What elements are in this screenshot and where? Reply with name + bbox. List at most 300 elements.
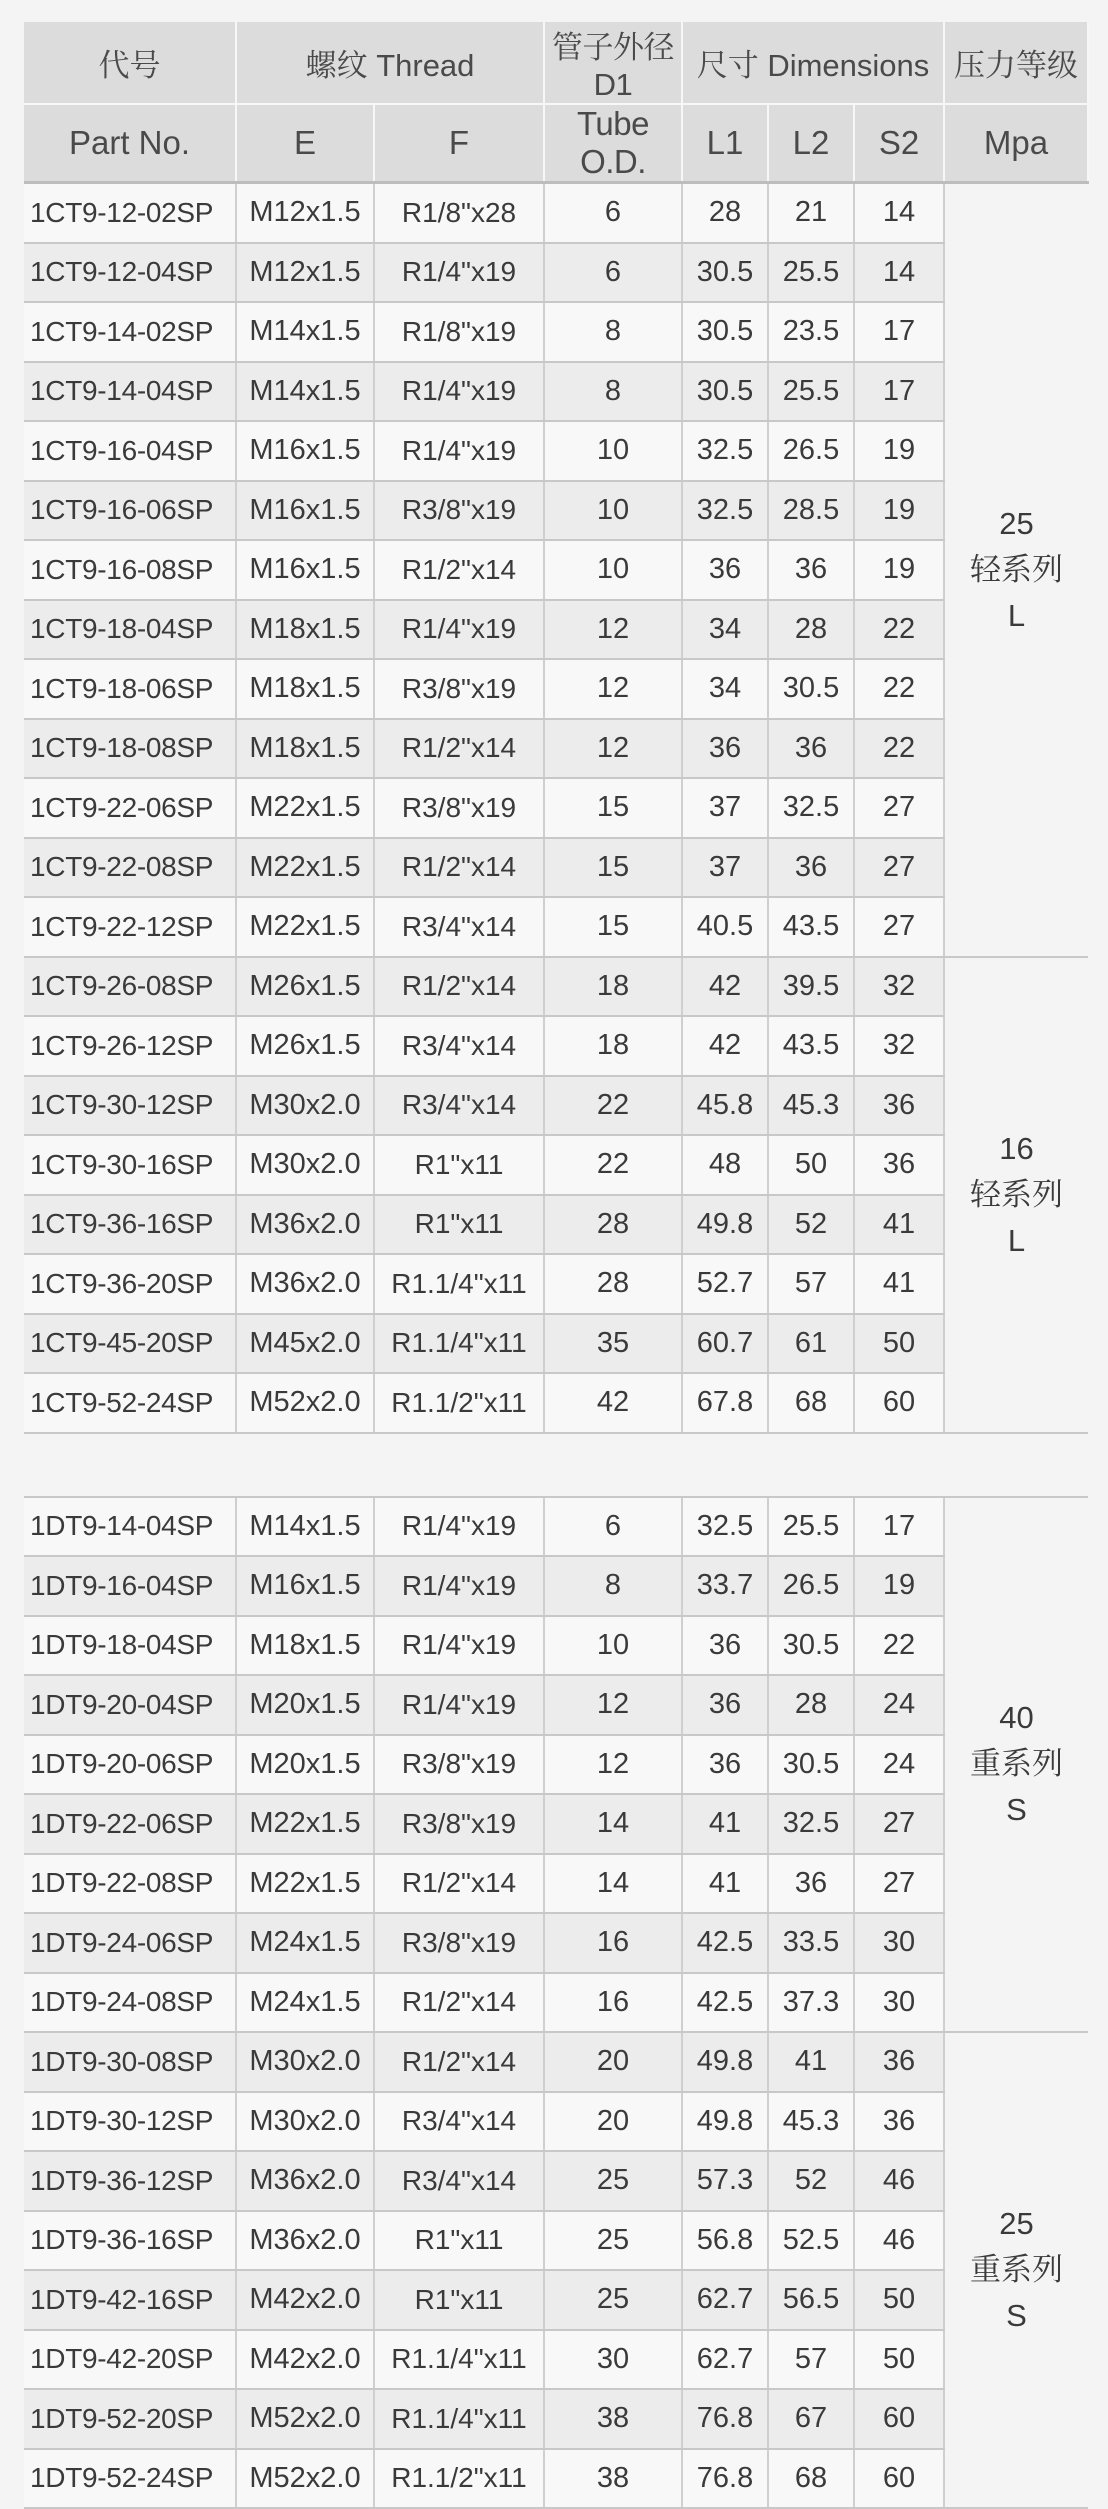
tube-od-cell: 12 bbox=[544, 1675, 682, 1735]
part-no-cell: 1DT9-14-04SP bbox=[24, 1497, 236, 1557]
spacer-cell bbox=[374, 1433, 544, 1497]
tube-od-cell: 28 bbox=[544, 1195, 682, 1255]
l2-cell: 37.3 bbox=[768, 1973, 854, 2033]
tube-od-cell: 25 bbox=[544, 2270, 682, 2330]
table-row bbox=[24, 2270, 1088, 2330]
table-row bbox=[24, 2151, 1088, 2211]
table-row bbox=[24, 2449, 1088, 2509]
thread-f-cell: R1/4"x19 bbox=[374, 1616, 544, 1676]
l1-cell: 36 bbox=[682, 540, 768, 600]
pressure-grade-line: 重系列 bbox=[970, 2252, 1063, 2287]
pressure-grade-line: 轻系列 bbox=[970, 1176, 1063, 1212]
thread-e-cell: M18x1.5 bbox=[236, 1616, 374, 1676]
table-row bbox=[24, 2032, 1088, 2092]
l1-cell: 57.3 bbox=[682, 2151, 768, 2211]
thread-e-cell: M22x1.5 bbox=[236, 778, 374, 838]
l2-cell: 45.3 bbox=[768, 1076, 854, 1136]
s2-cell: 19 bbox=[854, 1556, 944, 1616]
l2-cell: 36 bbox=[768, 540, 854, 600]
part-no-cell: 1CT9-36-20SP bbox=[24, 1254, 236, 1314]
thread-e-cell: M12x1.5 bbox=[236, 243, 374, 303]
thread-e-cell: M30x2.0 bbox=[236, 1076, 374, 1136]
s2-cell: 60 bbox=[854, 2389, 944, 2449]
tube-od-cell: 12 bbox=[544, 600, 682, 660]
pressure-grade-line: 25 bbox=[999, 505, 1034, 541]
l1-cell: 60.7 bbox=[682, 1314, 768, 1374]
s2-cell: 60 bbox=[854, 2449, 944, 2509]
pressure-grade-line: 重系列 bbox=[970, 1746, 1063, 1782]
l2-cell: 32.5 bbox=[768, 778, 854, 838]
l1-cell: 67.8 bbox=[682, 1373, 768, 1433]
part-no-heading-cn: 代号 bbox=[24, 22, 236, 104]
l2-cell: 68 bbox=[768, 2449, 854, 2509]
pressure-grade-line: 25 bbox=[999, 2206, 1034, 2241]
s2-cell: 17 bbox=[854, 302, 944, 362]
s2-heading: S2 bbox=[854, 104, 944, 183]
l1-cell: 32.5 bbox=[682, 1497, 768, 1557]
s2-cell: 22 bbox=[854, 600, 944, 660]
l2-cell: 52 bbox=[768, 1195, 854, 1255]
thread-f-cell: R3/4"x14 bbox=[374, 2151, 544, 2211]
l1-cell: 49.8 bbox=[682, 2032, 768, 2092]
l1-cell: 62.7 bbox=[682, 2330, 768, 2390]
s2-cell: 17 bbox=[854, 362, 944, 422]
s2-cell: 27 bbox=[854, 1794, 944, 1854]
fitting-dimension-table bbox=[24, 22, 1089, 2509]
thread-e-cell: M30x2.0 bbox=[236, 1135, 374, 1195]
table-row bbox=[24, 1675, 1088, 1735]
thread-f-cell: R1/4"x19 bbox=[374, 1675, 544, 1735]
l2-cell: 25.5 bbox=[768, 1497, 854, 1557]
l2-cell: 57 bbox=[768, 1254, 854, 1314]
l2-cell: 23.5 bbox=[768, 302, 854, 362]
l1-cell: 41 bbox=[682, 1794, 768, 1854]
table-row bbox=[24, 1913, 1088, 1973]
table-body bbox=[24, 183, 1088, 2509]
thread-f-cell: R1/4"x19 bbox=[374, 600, 544, 660]
table-row bbox=[24, 1314, 1088, 1374]
l1-cell: 28 bbox=[682, 183, 768, 243]
s2-cell: 41 bbox=[854, 1195, 944, 1255]
l2-cell: 36 bbox=[768, 838, 854, 898]
part-no-cell: 1CT9-18-06SP bbox=[24, 659, 236, 719]
thread-e-heading: E bbox=[236, 104, 374, 183]
l2-cell: 30.5 bbox=[768, 1735, 854, 1795]
thread-e-cell: M16x1.5 bbox=[236, 1556, 374, 1616]
tube-od-cell: 10 bbox=[544, 1616, 682, 1676]
thread-e-cell: M45x2.0 bbox=[236, 1314, 374, 1374]
table-row bbox=[24, 540, 1088, 600]
table-row bbox=[24, 1973, 1088, 2033]
l1-cell: 33.7 bbox=[682, 1556, 768, 1616]
thread-f-cell: R1.1/2"x11 bbox=[374, 2449, 544, 2509]
part-no-cell: 1CT9-45-20SP bbox=[24, 1314, 236, 1374]
tube-od-cell: 38 bbox=[544, 2389, 682, 2449]
thread-f-cell: R1/2"x14 bbox=[374, 1854, 544, 1914]
thread-f-cell: R1.1/4"x11 bbox=[374, 2389, 544, 2449]
l2-cell: 57 bbox=[768, 2330, 854, 2390]
part-no-cell: 1DT9-16-04SP bbox=[24, 1556, 236, 1616]
l1-cell: 52.7 bbox=[682, 1254, 768, 1314]
s2-cell: 30 bbox=[854, 1913, 944, 1973]
thread-e-cell: M20x1.5 bbox=[236, 1675, 374, 1735]
l1-cell: 36 bbox=[682, 1735, 768, 1795]
pressure-unit-heading: Mpa bbox=[944, 104, 1088, 183]
part-no-cell: 1DT9-20-06SP bbox=[24, 1735, 236, 1795]
s2-cell: 46 bbox=[854, 2211, 944, 2271]
part-no-cell: 1CT9-26-08SP bbox=[24, 957, 236, 1017]
l2-cell: 45.3 bbox=[768, 2092, 854, 2152]
spacer-cell bbox=[854, 1433, 944, 1497]
l2-cell: 28 bbox=[768, 1675, 854, 1735]
l2-cell: 56.5 bbox=[768, 2270, 854, 2330]
l2-cell: 28 bbox=[768, 600, 854, 660]
s2-cell: 19 bbox=[854, 540, 944, 600]
l2-cell: 21 bbox=[768, 183, 854, 243]
tube-od-cell: 16 bbox=[544, 1913, 682, 1973]
l2-cell: 52.5 bbox=[768, 2211, 854, 2271]
pressure-grade-line: 16 bbox=[999, 1130, 1034, 1166]
table-row bbox=[24, 897, 1088, 957]
l2-cell: 33.5 bbox=[768, 1913, 854, 1973]
thread-e-cell: M16x1.5 bbox=[236, 421, 374, 481]
table-row bbox=[24, 957, 1088, 1017]
thread-f-cell: R1/2"x14 bbox=[374, 719, 544, 779]
l2-cell: 36 bbox=[768, 1854, 854, 1914]
table-row bbox=[24, 1854, 1088, 1914]
tube-od-cell: 22 bbox=[544, 1076, 682, 1136]
thread-e-cell: M36x2.0 bbox=[236, 2151, 374, 2211]
l1-cell: 37 bbox=[682, 838, 768, 898]
s2-cell: 24 bbox=[854, 1735, 944, 1795]
tube-od-cell: 14 bbox=[544, 1794, 682, 1854]
thread-f-cell: R3/8"x19 bbox=[374, 1794, 544, 1854]
pressure-grade-line: L bbox=[1007, 597, 1026, 633]
thread-e-cell: M20x1.5 bbox=[236, 1735, 374, 1795]
l2-cell: 25.5 bbox=[768, 362, 854, 422]
thread-e-cell: M26x1.5 bbox=[236, 957, 374, 1017]
part-no-cell: 1CT9-12-02SP bbox=[24, 183, 236, 243]
thread-e-cell: M22x1.5 bbox=[236, 897, 374, 957]
table-row bbox=[24, 1135, 1088, 1195]
thread-f-cell: R1/4"x19 bbox=[374, 1556, 544, 1616]
table-row bbox=[24, 719, 1088, 779]
thread-f-cell: R3/4"x14 bbox=[374, 1076, 544, 1136]
l2-cell: 61 bbox=[768, 1314, 854, 1374]
l1-cell: 30.5 bbox=[682, 243, 768, 303]
pressure-grade-cell bbox=[944, 957, 1088, 1433]
table-row bbox=[24, 183, 1088, 243]
s2-cell: 14 bbox=[854, 243, 944, 303]
l1-cell: 42 bbox=[682, 1016, 768, 1076]
l2-cell: 50 bbox=[768, 1135, 854, 1195]
part-no-cell: 1DT9-22-08SP bbox=[24, 1854, 236, 1914]
l2-heading: L2 bbox=[768, 104, 854, 183]
thread-f-cell: R3/8"x19 bbox=[374, 778, 544, 838]
table-row bbox=[24, 302, 1088, 362]
l1-cell: 41 bbox=[682, 1854, 768, 1914]
l2-cell: 26.5 bbox=[768, 1556, 854, 1616]
table-row bbox=[24, 243, 1088, 303]
part-no-cell: 1CT9-16-06SP bbox=[24, 481, 236, 541]
pressure-grade-line: S bbox=[1006, 2298, 1027, 2333]
table-row bbox=[24, 1735, 1088, 1795]
thread-f-cell: R3/4"x14 bbox=[374, 2092, 544, 2152]
part-no-cell: 1DT9-30-08SP bbox=[24, 2032, 236, 2092]
part-no-cell: 1DT9-20-04SP bbox=[24, 1675, 236, 1735]
tube-od-cell: 20 bbox=[544, 2092, 682, 2152]
s2-cell: 22 bbox=[854, 659, 944, 719]
tube-od-cell: 18 bbox=[544, 957, 682, 1017]
s2-cell: 27 bbox=[854, 778, 944, 838]
l2-cell: 36 bbox=[768, 719, 854, 779]
thread-f-cell: R1/2"x14 bbox=[374, 838, 544, 898]
l1-cell: 30.5 bbox=[682, 302, 768, 362]
l1-cell: 49.8 bbox=[682, 2092, 768, 2152]
tube-od-heading-en: Tube O.D. bbox=[544, 104, 682, 183]
part-no-cell: 1CT9-30-16SP bbox=[24, 1135, 236, 1195]
thread-f-cell: R1/4"x19 bbox=[374, 421, 544, 481]
l1-cell: 32.5 bbox=[682, 421, 768, 481]
tube-od-cell: 8 bbox=[544, 302, 682, 362]
l2-cell: 26.5 bbox=[768, 421, 854, 481]
thread-e-cell: M36x2.0 bbox=[236, 2211, 374, 2271]
tube-od-cell: 15 bbox=[544, 897, 682, 957]
s2-cell: 27 bbox=[854, 838, 944, 898]
l1-cell: 45.8 bbox=[682, 1076, 768, 1136]
l2-cell: 43.5 bbox=[768, 897, 854, 957]
part-no-cell: 1CT9-18-04SP bbox=[24, 600, 236, 660]
thread-f-cell: R3/4"x14 bbox=[374, 1016, 544, 1076]
tube-od-cell: 15 bbox=[544, 778, 682, 838]
part-no-cell: 1DT9-36-12SP bbox=[24, 2151, 236, 2211]
thread-f-cell: R1/8"x19 bbox=[374, 302, 544, 362]
s2-cell: 17 bbox=[854, 1497, 944, 1557]
thread-f-cell: R1/4"x19 bbox=[374, 243, 544, 303]
l1-cell: 37 bbox=[682, 778, 768, 838]
part-no-cell: 1CT9-30-12SP bbox=[24, 1076, 236, 1136]
table-row bbox=[24, 1016, 1088, 1076]
thread-e-cell: M30x2.0 bbox=[236, 2032, 374, 2092]
table-row bbox=[24, 2211, 1088, 2271]
part-no-cell: 1DT9-36-16SP bbox=[24, 2211, 236, 2271]
part-no-cell: 1CT9-12-04SP bbox=[24, 243, 236, 303]
part-no-cell: 1CT9-18-08SP bbox=[24, 719, 236, 779]
thread-f-cell: R1/8"x28 bbox=[374, 183, 544, 243]
s2-cell: 36 bbox=[854, 1076, 944, 1136]
tube-od-heading-cn: 管子外径 D1 bbox=[544, 22, 682, 104]
thread-e-cell: M52x2.0 bbox=[236, 2449, 374, 2509]
tube-od-cell: 10 bbox=[544, 421, 682, 481]
thread-e-cell: M36x2.0 bbox=[236, 1195, 374, 1255]
l1-cell: 42.5 bbox=[682, 1973, 768, 2033]
thread-heading: 螺纹 Thread bbox=[236, 22, 544, 104]
part-no-cell: 1DT9-52-24SP bbox=[24, 2449, 236, 2509]
part-no-cell: 1CT9-36-16SP bbox=[24, 1195, 236, 1255]
thread-e-cell: M16x1.5 bbox=[236, 481, 374, 541]
l1-cell: 76.8 bbox=[682, 2389, 768, 2449]
tube-od-cell: 12 bbox=[544, 719, 682, 779]
thread-f-cell: R1"x11 bbox=[374, 2211, 544, 2271]
l1-cell: 34 bbox=[682, 600, 768, 660]
l1-cell: 49.8 bbox=[682, 1195, 768, 1255]
thread-f-cell: R1.1/2"x11 bbox=[374, 1373, 544, 1433]
l1-cell: 36 bbox=[682, 1616, 768, 1676]
s2-cell: 36 bbox=[854, 2032, 944, 2092]
part-no-cell: 1DT9-52-20SP bbox=[24, 2389, 236, 2449]
thread-f-cell: R1/4"x19 bbox=[374, 362, 544, 422]
table-row bbox=[24, 481, 1088, 541]
l2-cell: 32.5 bbox=[768, 1794, 854, 1854]
table-row bbox=[24, 1373, 1088, 1433]
thread-f-cell: R1/4"x19 bbox=[374, 1497, 544, 1557]
l2-cell: 28.5 bbox=[768, 481, 854, 541]
pressure-grade-line: S bbox=[1006, 1792, 1027, 1828]
pressure-grade-cell bbox=[944, 1497, 1088, 2033]
thread-f-cell: R3/8"x19 bbox=[374, 659, 544, 719]
s2-cell: 22 bbox=[854, 1616, 944, 1676]
part-no-cell: 1DT9-42-20SP bbox=[24, 2330, 236, 2390]
table-row bbox=[24, 421, 1088, 481]
pressure-grade-line: 轻系列 bbox=[970, 551, 1063, 587]
l1-cell: 32.5 bbox=[682, 481, 768, 541]
thread-f-cell: R1/2"x14 bbox=[374, 1973, 544, 2033]
thread-f-cell: R1.1/4"x11 bbox=[374, 1314, 544, 1374]
tube-od-cell: 10 bbox=[544, 540, 682, 600]
pressure-grade-cell bbox=[944, 2032, 1088, 2508]
part-no-cell: 1DT9-18-04SP bbox=[24, 1616, 236, 1676]
thread-e-cell: M42x2.0 bbox=[236, 2270, 374, 2330]
thread-e-cell: M14x1.5 bbox=[236, 1497, 374, 1557]
s2-cell: 32 bbox=[854, 957, 944, 1017]
l1-cell: 56.8 bbox=[682, 2211, 768, 2271]
tube-od-cell: 42 bbox=[544, 1373, 682, 1433]
l2-cell: 30.5 bbox=[768, 659, 854, 719]
s2-cell: 36 bbox=[854, 1135, 944, 1195]
part-no-cell: 1CT9-22-06SP bbox=[24, 778, 236, 838]
tube-od-cell: 8 bbox=[544, 362, 682, 422]
thread-e-cell: M52x2.0 bbox=[236, 2389, 374, 2449]
table-row bbox=[24, 600, 1088, 660]
thread-f-cell: R1/2"x14 bbox=[374, 540, 544, 600]
tube-od-cell: 25 bbox=[544, 2211, 682, 2271]
s2-cell: 32 bbox=[854, 1016, 944, 1076]
thread-e-cell: M18x1.5 bbox=[236, 659, 374, 719]
part-no-cell: 1CT9-14-04SP bbox=[24, 362, 236, 422]
pressure-grade-cell bbox=[944, 183, 1088, 957]
tube-od-cell: 25 bbox=[544, 2151, 682, 2211]
thread-f-cell: R3/8"x19 bbox=[374, 1913, 544, 1973]
thread-e-cell: M30x2.0 bbox=[236, 2092, 374, 2152]
tube-od-cell: 12 bbox=[544, 659, 682, 719]
table-row bbox=[24, 1254, 1088, 1314]
l2-cell: 43.5 bbox=[768, 1016, 854, 1076]
thread-f-cell: R1/2"x14 bbox=[374, 957, 544, 1017]
thread-f-cell: R1"x11 bbox=[374, 2270, 544, 2330]
spacer-cell bbox=[944, 1433, 1088, 1497]
part-no-cell: 1CT9-16-04SP bbox=[24, 421, 236, 481]
table-row bbox=[24, 2330, 1088, 2390]
thread-e-cell: M52x2.0 bbox=[236, 1373, 374, 1433]
tube-od-cell: 28 bbox=[544, 1254, 682, 1314]
table-row bbox=[24, 1195, 1088, 1255]
thread-e-cell: M22x1.5 bbox=[236, 1854, 374, 1914]
s2-cell: 27 bbox=[854, 1854, 944, 1914]
thread-e-cell: M24x1.5 bbox=[236, 1913, 374, 1973]
tube-od-cell: 6 bbox=[544, 183, 682, 243]
s2-cell: 22 bbox=[854, 719, 944, 779]
l2-cell: 67 bbox=[768, 2389, 854, 2449]
dimensions-heading: 尺寸 Dimensions bbox=[682, 22, 944, 104]
spacer-cell bbox=[544, 1433, 682, 1497]
thread-f-cell: R3/8"x19 bbox=[374, 1735, 544, 1795]
tube-od-cell: 12 bbox=[544, 1735, 682, 1795]
thread-e-cell: M22x1.5 bbox=[236, 1794, 374, 1854]
spacer-cell bbox=[24, 1433, 236, 1497]
table-row bbox=[24, 2389, 1088, 2449]
spacer-cell bbox=[768, 1433, 854, 1497]
l1-cell: 34 bbox=[682, 659, 768, 719]
thread-e-cell: M18x1.5 bbox=[236, 600, 374, 660]
s2-cell: 41 bbox=[854, 1254, 944, 1314]
table-row bbox=[24, 1497, 1088, 1557]
thread-e-cell: M16x1.5 bbox=[236, 540, 374, 600]
l2-cell: 39.5 bbox=[768, 957, 854, 1017]
table-row bbox=[24, 838, 1088, 898]
s2-cell: 24 bbox=[854, 1675, 944, 1735]
tube-od-cell: 8 bbox=[544, 1556, 682, 1616]
l2-cell: 25.5 bbox=[768, 243, 854, 303]
l1-cell: 48 bbox=[682, 1135, 768, 1195]
thread-e-cell: M18x1.5 bbox=[236, 719, 374, 779]
l1-cell: 42 bbox=[682, 957, 768, 1017]
s2-cell: 27 bbox=[854, 897, 944, 957]
thread-f-cell: R1"x11 bbox=[374, 1195, 544, 1255]
s2-cell: 19 bbox=[854, 421, 944, 481]
thread-f-heading: F bbox=[374, 104, 544, 183]
part-no-cell: 1DT9-24-06SP bbox=[24, 1913, 236, 1973]
pressure-grade-line: L bbox=[1007, 1222, 1026, 1258]
l1-cell: 42.5 bbox=[682, 1913, 768, 1973]
tube-od-cell: 35 bbox=[544, 1314, 682, 1374]
part-no-cell: 1CT9-14-02SP bbox=[24, 302, 236, 362]
thread-e-cell: M12x1.5 bbox=[236, 183, 374, 243]
s2-cell: 50 bbox=[854, 1314, 944, 1374]
tube-od-cell: 6 bbox=[544, 243, 682, 303]
spec-sheet bbox=[24, 22, 1088, 2509]
table-row bbox=[24, 659, 1088, 719]
thread-f-cell: R1.1/4"x11 bbox=[374, 2330, 544, 2390]
thread-f-cell: R1.1/4"x11 bbox=[374, 1254, 544, 1314]
table-row bbox=[24, 1076, 1088, 1136]
spacer-cell bbox=[682, 1433, 768, 1497]
part-no-cell: 1CT9-52-24SP bbox=[24, 1373, 236, 1433]
thread-f-cell: R3/4"x14 bbox=[374, 897, 544, 957]
spacer-cell bbox=[236, 1433, 374, 1497]
table-row bbox=[24, 1794, 1088, 1854]
tube-od-cell: 14 bbox=[544, 1854, 682, 1914]
s2-cell: 36 bbox=[854, 2092, 944, 2152]
tube-od-cell: 16 bbox=[544, 1973, 682, 2033]
l2-cell: 68 bbox=[768, 1373, 854, 1433]
part-no-heading-en: Part No. bbox=[24, 104, 236, 183]
part-no-cell: 1DT9-22-06SP bbox=[24, 1794, 236, 1854]
thread-e-cell: M26x1.5 bbox=[236, 1016, 374, 1076]
l2-cell: 52 bbox=[768, 2151, 854, 2211]
l2-cell: 30.5 bbox=[768, 1616, 854, 1676]
s2-cell: 50 bbox=[854, 2270, 944, 2330]
tube-od-cell: 30 bbox=[544, 2330, 682, 2390]
